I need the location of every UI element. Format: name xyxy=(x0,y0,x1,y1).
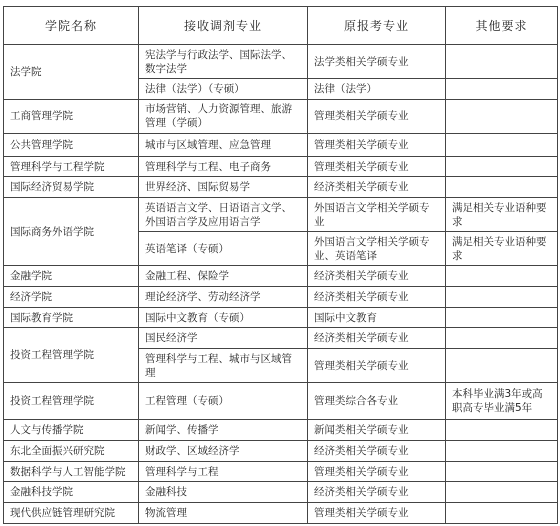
accept-major: 管理科学与工程、城市与区域管理 xyxy=(139,349,308,383)
header-row xyxy=(4,7,558,45)
accept-major: 英语语言文学、日语语言文学、外国语言学及应用语言学 xyxy=(139,198,308,232)
other-requirements xyxy=(446,441,558,462)
school-name: 现代供应链管理研究院 xyxy=(4,503,139,524)
school-name: 公共管理学院 xyxy=(4,133,139,156)
original-major: 经济类相关学硕专业 xyxy=(308,482,446,503)
school-name: 国际经济贸易学院 xyxy=(4,177,139,198)
table-row xyxy=(4,441,558,462)
header-original-major: 原报考专业 xyxy=(308,7,446,45)
other-requirements xyxy=(446,79,558,100)
table-row xyxy=(4,45,558,79)
original-major: 法律（法学） xyxy=(308,79,446,100)
original-major: 外国语言文学相关学硕专业、英语笔译 xyxy=(308,232,446,266)
accept-major: 国际中文教育（专硕） xyxy=(139,307,308,328)
original-major: 经济类相关学硕专业 xyxy=(308,441,446,462)
school-name: 国际商务外语学院 xyxy=(4,198,139,266)
original-major: 经济类相关学硕专业 xyxy=(308,177,446,198)
original-major: 管理类相关学硕专业 xyxy=(308,349,446,383)
accept-major: 宪法学与行政法学、国际法学、数字法学 xyxy=(139,45,308,79)
table-row xyxy=(4,383,558,420)
table-row xyxy=(4,420,558,441)
original-major: 经济类相关学硕专业 xyxy=(308,266,446,287)
accept-major: 金融工程、保险学 xyxy=(139,266,308,287)
original-major: 经济类相关学硕专业 xyxy=(308,328,446,349)
table-row xyxy=(4,177,558,198)
other-requirements xyxy=(446,461,558,482)
table-row xyxy=(4,503,558,524)
table-row xyxy=(4,156,558,177)
original-major: 外国语言文学相关学硕专业 xyxy=(308,198,446,232)
original-major: 国际中文教育 xyxy=(308,307,446,328)
school-name: 管理科学与工程学院 xyxy=(4,156,139,177)
table-row xyxy=(4,461,558,482)
other-requirements xyxy=(446,349,558,383)
original-major: 管理类相关学硕专业 xyxy=(308,503,446,524)
school-name: 投资工程管理学院 xyxy=(4,328,139,383)
other-requirements xyxy=(446,45,558,79)
accept-major: 法律（法学）（专硕） xyxy=(139,79,308,100)
admission-table xyxy=(3,6,558,524)
table-row xyxy=(4,307,558,328)
other-requirements xyxy=(446,99,558,133)
original-major: 经济类相关学硕专业 xyxy=(308,287,446,308)
other-requirements xyxy=(446,266,558,287)
school-name: 东北全面振兴研究院 xyxy=(4,441,139,462)
other-requirements xyxy=(446,482,558,503)
accept-major: 世界经济、国际贸易学 xyxy=(139,177,308,198)
table-row xyxy=(4,482,558,503)
school-name: 金融科技学院 xyxy=(4,482,139,503)
table-row xyxy=(4,266,558,287)
original-major: 新闻类相关学硕专业 xyxy=(308,420,446,441)
accept-major: 管理科学与工程、电子商务 xyxy=(139,156,308,177)
school-name: 人文与传播学院 xyxy=(4,420,139,441)
accept-major: 新闻学、传播学 xyxy=(139,420,308,441)
school-name: 金融学院 xyxy=(4,266,139,287)
accept-major: 金融科技 xyxy=(139,482,308,503)
school-name: 工商管理学院 xyxy=(4,99,139,133)
accept-major: 城市与区域管理、应急管理 xyxy=(139,133,308,156)
school-name: 法学院 xyxy=(4,45,139,100)
accept-major: 理论经济学、劳动经济学 xyxy=(139,287,308,308)
header-accept-major: 接收调剂专业 xyxy=(139,7,308,45)
header-other-requirements: 其他要求 xyxy=(446,7,558,45)
school-name: 经济学院 xyxy=(4,287,139,308)
accept-major: 市场营销、人力资源管理、旅游管理（学硕） xyxy=(139,99,308,133)
other-requirements xyxy=(446,156,558,177)
other-requirements xyxy=(446,328,558,349)
table-row xyxy=(4,99,558,133)
original-major: 管理类相关学硕专业 xyxy=(308,461,446,482)
original-major: 管理类相关学硕专业 xyxy=(308,156,446,177)
school-name: 国际教育学院 xyxy=(4,307,139,328)
other-requirements xyxy=(446,287,558,308)
other-requirements xyxy=(446,503,558,524)
accept-major: 管理科学与工程 xyxy=(139,461,308,482)
other-requirements xyxy=(446,177,558,198)
original-major: 管理类综合各专业 xyxy=(308,383,446,420)
accept-major: 财政学、区域经济学 xyxy=(139,441,308,462)
accept-major: 英语笔译（专硕） xyxy=(139,232,308,266)
school-name: 数据科学与人工智能学院 xyxy=(4,461,139,482)
other-requirements xyxy=(446,307,558,328)
other-requirements: 本科毕业满3年或高职高专毕业满5年 xyxy=(446,383,558,420)
other-requirements: 满足相关专业语种要求 xyxy=(446,198,558,232)
original-major: 管理类相关学硕专业 xyxy=(308,133,446,156)
original-major: 管理类相关学硕专业 xyxy=(308,99,446,133)
school-name: 投资工程管理学院 xyxy=(4,383,139,420)
table-row xyxy=(4,287,558,308)
table-row xyxy=(4,198,558,232)
other-requirements xyxy=(446,420,558,441)
table-row xyxy=(4,133,558,156)
accept-major: 物流管理 xyxy=(139,503,308,524)
table-row xyxy=(4,328,558,349)
accept-major: 国民经济学 xyxy=(139,328,308,349)
original-major: 法学类相关学硕专业 xyxy=(308,45,446,79)
header-school: 学院名称 xyxy=(4,7,139,45)
other-requirements: 满足相关专业语种要求 xyxy=(446,232,558,266)
accept-major: 工程管理（专硕） xyxy=(139,383,308,420)
other-requirements xyxy=(446,133,558,156)
